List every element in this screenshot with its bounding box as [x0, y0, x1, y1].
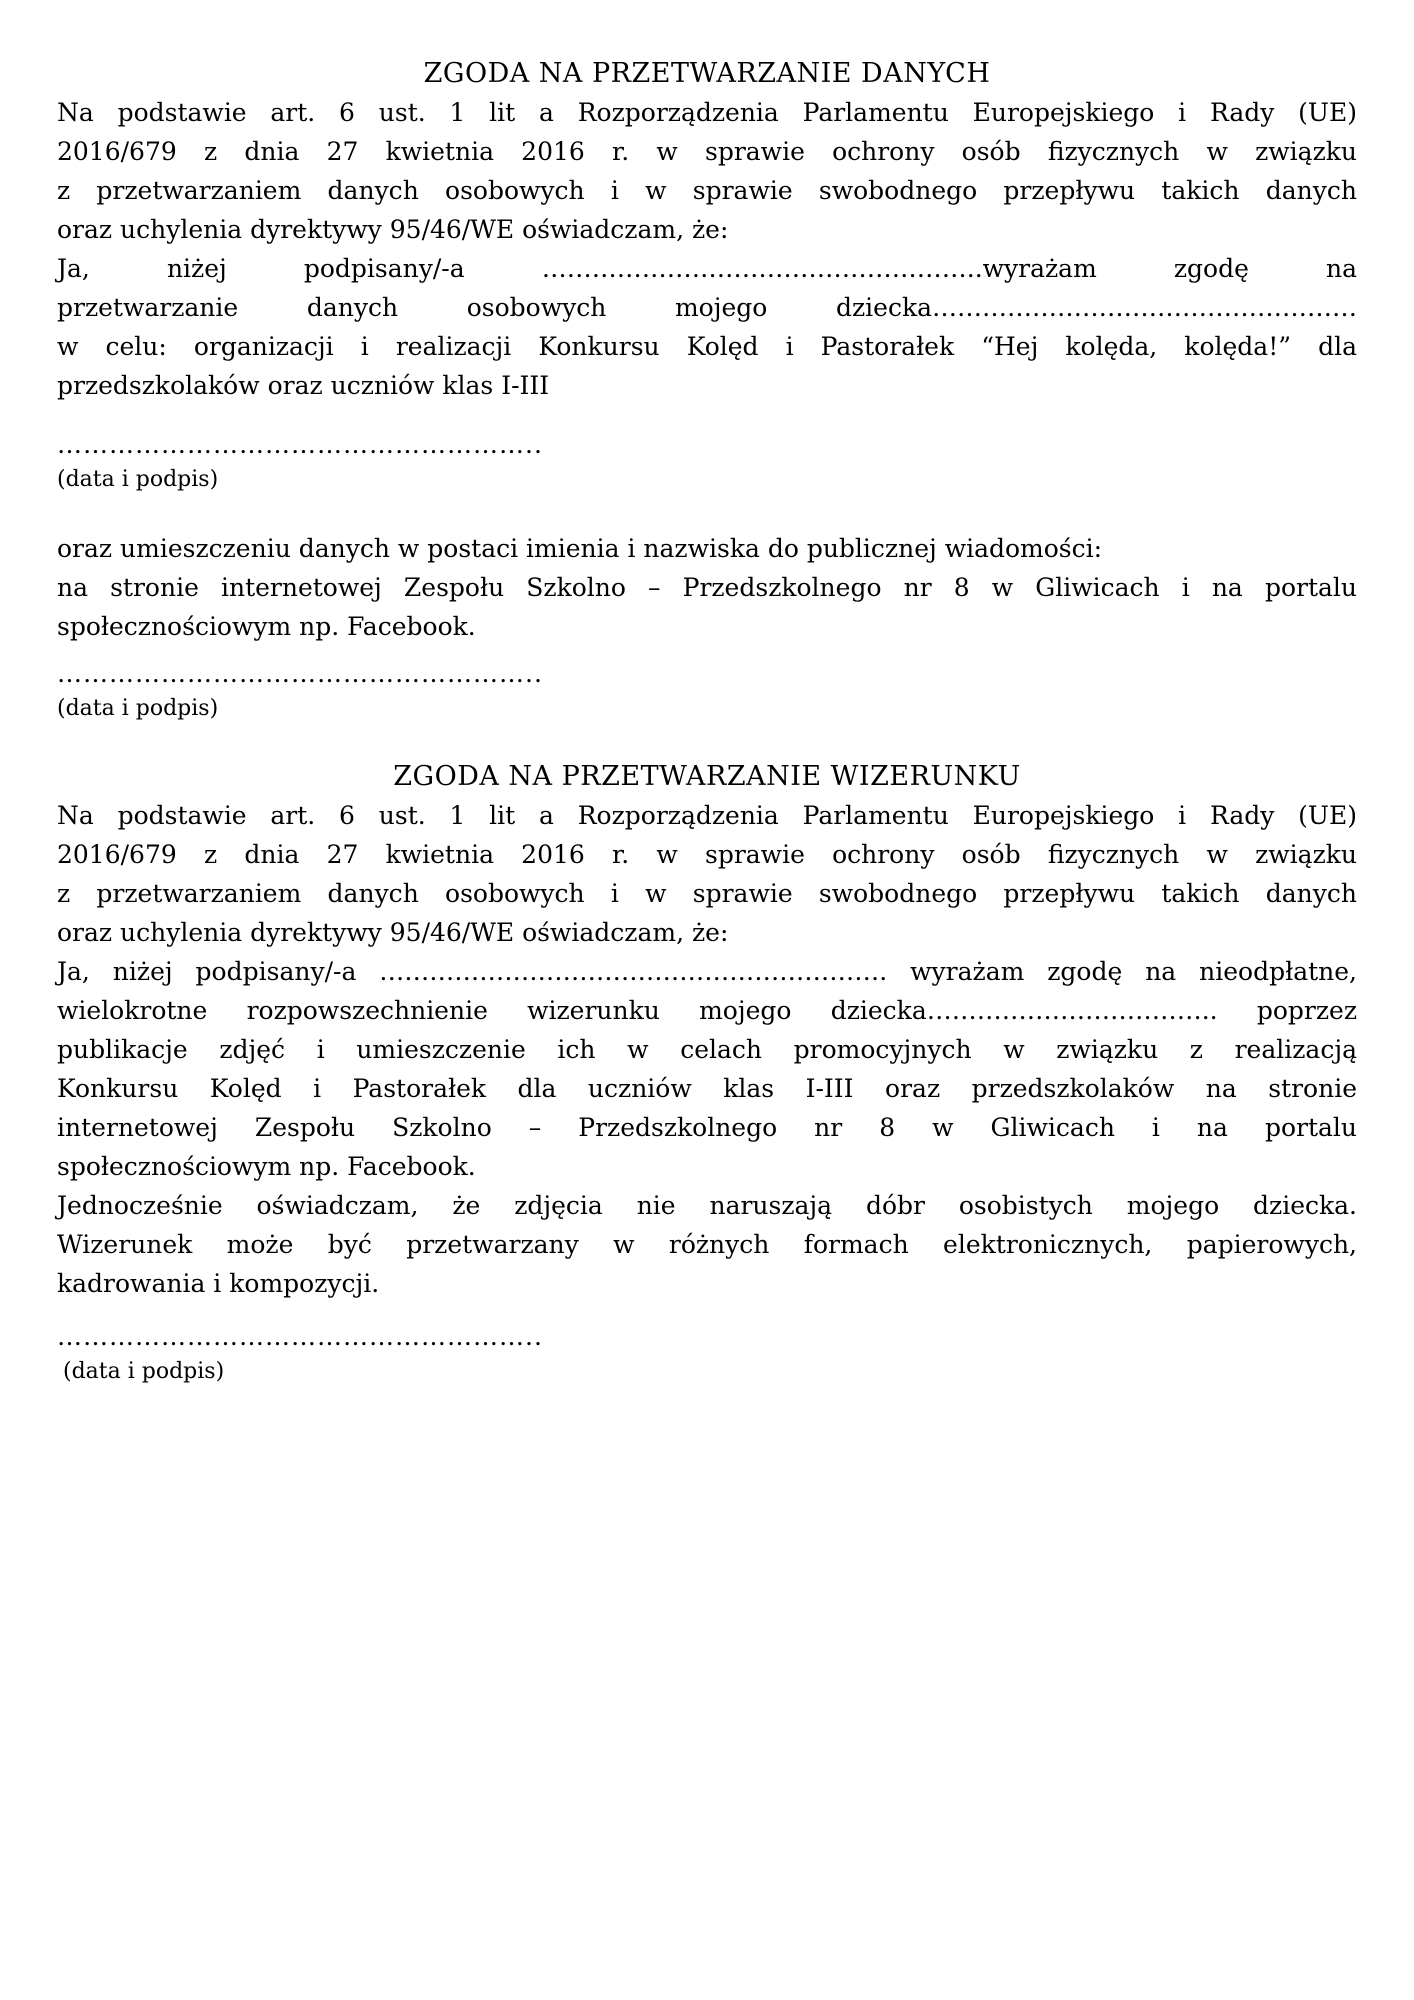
signature-dotted-line: ………………………………………………..	[57, 1322, 543, 1351]
signature-caption: (data i podpis)	[63, 1359, 225, 1384]
data-processing-consent-section	[57, 54, 1357, 725]
signature-dotted-line: ………………………………………………..	[57, 430, 543, 459]
paragraph-legal-basis-1	[57, 93, 1357, 249]
section-title-image-processing: ZGODA NA PRZETWARZANIE WIZERUNKU	[393, 761, 1021, 792]
section-title-data-processing: ZGODA NA PRZETWARZANIE DANYCH	[423, 58, 991, 89]
paragraph-publication-scope	[57, 529, 1357, 646]
image-consent-section	[57, 757, 1357, 1388]
text-line: społecznościowym np. Facebook.	[57, 612, 476, 641]
text-line: 2016/679 z dnia 27 kwietnia 2016 r. w sprawie ochrony osób fizycznych w związku	[57, 137, 1357, 166]
text-line: Na podstawie art. 6 ust. 1 lit a Rozporządzenia Parlamentu Europejskiego i Rady (UE)	[57, 801, 1357, 830]
text-line: społecznościowym np. Facebook.	[57, 1152, 476, 1181]
text-line: Konkursu Kolęd i Pastorałek dla uczniów klas I-III oraz przedszkolaków na stronie	[57, 1074, 1357, 1103]
signature-caption: (data i podpis)	[57, 696, 219, 721]
text-line: z przetwarzaniem danych osobowych i w sprawie swobodnego przepływu takich danych	[57, 176, 1357, 205]
paragraph-legal-basis-2	[57, 796, 1357, 952]
signature-caption: (data i podpis)	[57, 467, 219, 492]
text-line: na stronie internetowej Zespołu Szkolno – Przedszkolnego nr 8 w Gliwicach i na portalu	[57, 573, 1357, 602]
paragraph-image-rights-declaration	[57, 1186, 1357, 1303]
text-line: w celu: organizacji i realizacji Konkursu Kolęd i Pastorałek “Hej kolęda, kolęda!” dla	[57, 332, 1357, 361]
paragraph-image-consent-declaration	[57, 952, 1357, 1186]
signature-block-3	[57, 1317, 1357, 1388]
text-line-with-blank: Ja, niżej podpisany/-a ……………………………………………..wyrażam zgodę na	[57, 254, 1357, 283]
text-line: Na podstawie art. 6 ust. 1 lit a Rozporządzenia Parlamentu Europejskiego i Rady (UE)	[57, 98, 1357, 127]
text-line-with-blank: przetwarzanie danych osobowych mojego dziecka……………………………………………	[57, 293, 1357, 322]
signature-block-2	[57, 654, 1357, 725]
text-line: 2016/679 z dnia 27 kwietnia 2016 r. w sprawie ochrony osób fizycznych w związku	[57, 840, 1357, 869]
paragraph-consent-declaration	[57, 249, 1357, 405]
text-line-with-blank: wielokrotne rozpowszechnienie wizerunku mojego dziecka…………………………….. poprzez	[57, 996, 1357, 1025]
text-line: Jednocześnie oświadczam, że zdjęcia nie naruszają dóbr osobistych mojego dziecka.	[57, 1191, 1357, 1220]
text-line: z przetwarzaniem danych osobowych i w sprawie swobodnego przepływu takich danych	[57, 879, 1357, 908]
text-line-with-blank: Ja, niżej podpisany/-a ……………………………………………………. wyrażam zgodę na nieodpłatne,	[57, 957, 1357, 986]
text-line: internetowej Zespołu Szkolno – Przedszkolnego nr 8 w Gliwicach i na portalu	[57, 1113, 1357, 1142]
text-line: oraz uchylenia dyrektywy 95/46/WE oświadczam, że:	[57, 215, 729, 244]
text-line: Wizerunek może być przetwarzany w różnych formach elektronicznych, papierowych,	[57, 1230, 1357, 1259]
text-line: kadrowania i kompozycji.	[57, 1269, 380, 1298]
text-line: oraz uchylenia dyrektywy 95/46/WE oświadczam, że:	[57, 918, 729, 947]
signature-block-1	[57, 425, 1357, 496]
text-line: oraz umieszczeniu danych w postaci imienia i nazwiska do publicznej wiadomości:	[57, 534, 1103, 563]
text-line: publikacje zdjęć i umieszczenie ich w celach promocyjnych w związku z realizacją	[57, 1035, 1357, 1064]
signature-dotted-line: ………………………………………………..	[57, 659, 543, 688]
text-line: przedszkolaków oraz uczniów klas I-III	[57, 371, 550, 400]
